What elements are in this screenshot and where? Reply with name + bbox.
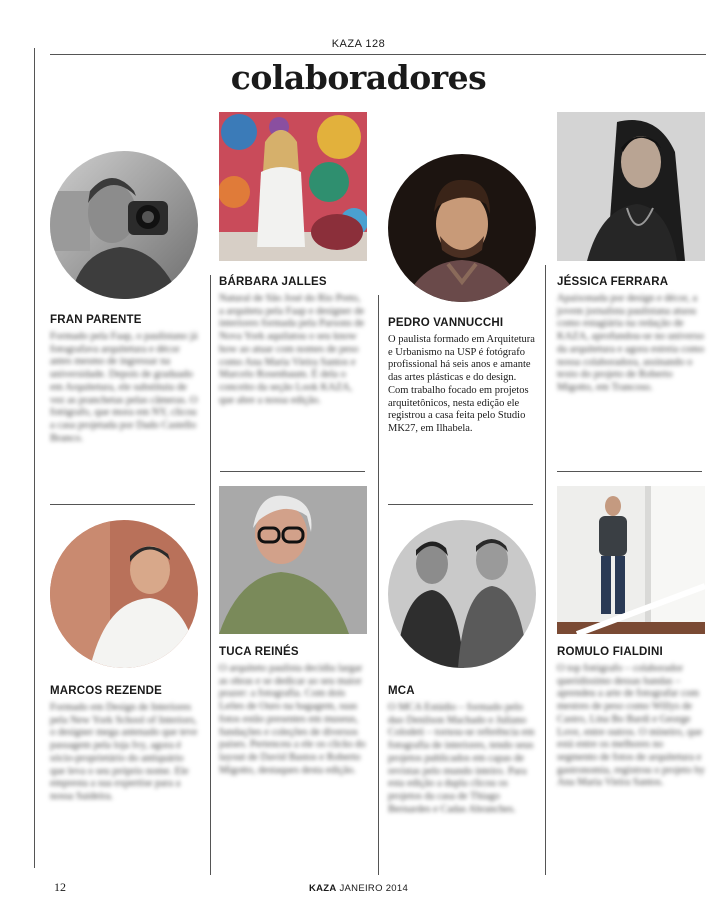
contributor-name: FRAN PARENTE (50, 314, 142, 326)
footer-brand: KAZA (308, 883, 337, 894)
contributor-name: MCA (388, 685, 415, 697)
header-rule (50, 54, 706, 55)
running-head: KAZA 128 (331, 38, 386, 50)
footer-credit (0, 883, 717, 894)
row-divider-2 (220, 471, 365, 472)
row-divider-4 (557, 471, 702, 472)
row-divider-1 (50, 504, 195, 505)
contributor-name: BÁRBARA JALLES (219, 276, 327, 288)
column-rule-3 (545, 265, 546, 875)
contributor-bio: Formado em Design de Interiores pela New York School of Interiors, o designer mega antenado que teve passagem pela loja Ivy, agora é sócio-proprietário do antiquário que leva o seu próprio nome. Ele empresta a sua expertise para a nossa Saideira. (50, 702, 198, 802)
page-number: 12 (54, 880, 66, 894)
contributor-bio: O top fotógrafo – colaborador queridíssimo dessas bandas – aprendeu a arte de fotografar com mestres de peso como Willys de Castro, Lina Bo Bardi e George Love, entre outros. O mineiro, que está entre os melhores no segmento de fotos de arquitetura e gastronomia, registrou o projeto by Ana Maria Vieira Santos. (557, 663, 705, 789)
footer-issue: JANEIRO 2014 (339, 883, 409, 894)
portrait-tuca-reines (219, 486, 367, 634)
contributor-name: PEDRO VANNUCCHI (388, 317, 504, 329)
contributor-bio: Natural de São José do Rio Preto, a arquiteta pela Faap e designer de interiores formada pela Parsons de Nova York aquilatou o seu know how ao atuar com nomes de peso como Ana Maria Vieira Santos e Marcelo Rosenbaum. É dela o conceito da seção Look KAZA, que abre a nossa edição. (219, 293, 365, 406)
portrait-fran-parente (50, 151, 198, 299)
column-rule-1 (210, 275, 211, 875)
contributor-name: JÉSSICA FERRARA (557, 276, 669, 288)
contributor-bio: O MCA Estúdio – formado pelo duo Denilson Machado e Juliano Colodeti – tornou-se referência em fotografia de interiores, tendo seus projetos publicados em capas de revistas pelo mundo inteiro. Para esta edição a dupla clicou os projetos da casa de Thiago Bernardes e Cadas Abranches. (388, 702, 535, 815)
contributor-name: ROMULO FIALDINI (557, 646, 663, 658)
contributor-bio: Formado pela Faap, o paulistano já fotografava arquitetura e décor antes mesmo de ingressar na universidade. Depois de graduado em Arquitetura, ele substituiu de vez as pranchetas pelas câmeras. O fotógrafo, que mora em NY, clicou a casa projetada por Dado Castello Branco. (50, 331, 198, 444)
page-title: colaboradores (230, 58, 487, 97)
contributor-name: TUCA REINÉS (219, 646, 299, 658)
contributor-bio: O arquiteto paulista decidiu largar as obras e se dedicar ao seu maior prazer: a fotografia. Com dois Leões de Ouro na bagagem, suas fotos estão presentes em museus, fundações e coleções de diversos países. Pertenceu a ele os clicks do layout de David Bastos e Roberto Migotto, destaques desta edição. (219, 663, 366, 776)
row-divider-3 (388, 504, 533, 505)
portrait-barbara-jalles (219, 112, 367, 261)
column-rule-2 (378, 295, 379, 875)
portrait-pedro-vannucchi (388, 154, 536, 302)
portrait-mca (388, 520, 536, 668)
portrait-marcos-rezende (50, 520, 198, 668)
portrait-romulo-fialdini (557, 486, 705, 634)
column-rule-left (34, 48, 35, 868)
contributor-bio: O paulista formado em Arquitetura e Urbanismo na USP é fotógrafo profissional há seis anos e amante das artes plásticas e do design. Com trabalho focado em projetos arquitetônicos, nesta edição ele registrou a casa feita pelo Studio MK27, em Ilhabela. (388, 334, 535, 434)
contributor-name: MARCOS REZENDE (50, 685, 163, 697)
portrait-jessica-ferrara (557, 112, 705, 261)
contributor-bio: Apaixonada por design e décor, a jovem jornalista paulistana atuou como estagiária na redação de KAZA, aprofundou-se no universo da arquitetura e agora estreia como nossa colaboradora, assinando o texto do projeto de Roberto Migotto, em Trancoso. (557, 293, 705, 393)
